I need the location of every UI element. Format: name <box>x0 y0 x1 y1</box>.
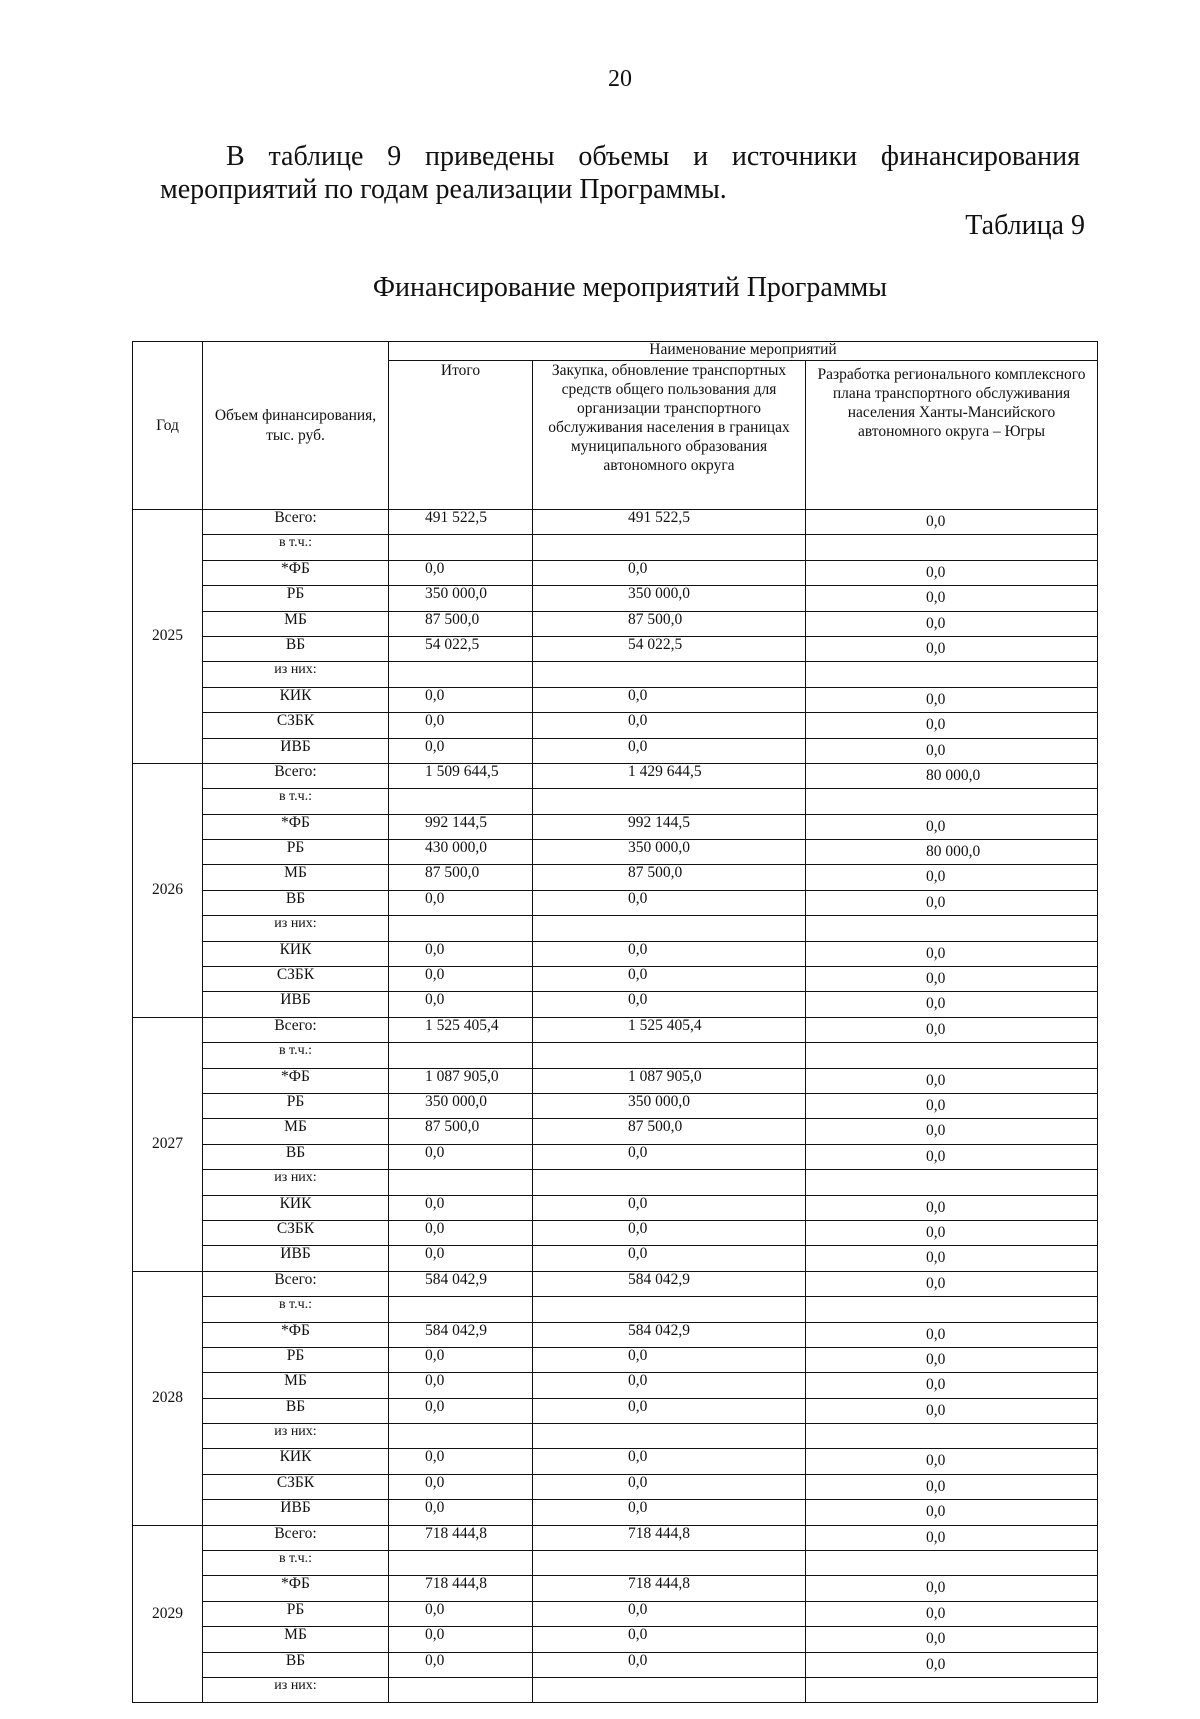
source-label-cell: ИВБ <box>203 1500 389 1525</box>
total-cell: 0,0 <box>389 1347 533 1372</box>
source-label-cell: *ФБ <box>203 814 389 839</box>
table-row <box>133 1398 1098 1423</box>
source-label-cell: СЗБК <box>203 1474 389 1499</box>
table-row <box>133 1144 1098 1169</box>
activity-1-cell: 0,0 <box>533 1220 806 1245</box>
table-row <box>133 1347 1098 1372</box>
activity-2-cell <box>806 1551 1098 1576</box>
total-cell: 1 509 644,5 <box>389 763 533 788</box>
source-label-cell: РБ <box>203 1347 389 1372</box>
activity-1-cell: 87 500,0 <box>533 1119 806 1144</box>
table-row <box>133 586 1098 611</box>
total-cell: 0,0 <box>389 967 533 992</box>
source-label-cell: в т.ч.: <box>203 789 389 814</box>
activity-1-cell: 54 022,5 <box>533 636 806 661</box>
activity-2-cell: 0,0 <box>806 738 1098 763</box>
activity-1-cell: 0,0 <box>533 1627 806 1652</box>
table-row <box>133 1500 1098 1525</box>
activity-2-cell: 0,0 <box>806 611 1098 636</box>
activity-2-cell <box>806 1170 1098 1195</box>
activity-2-cell: 0,0 <box>806 1576 1098 1601</box>
activity-2-cell <box>806 1043 1098 1068</box>
source-label-cell: Всего: <box>203 510 389 535</box>
activity-1-cell <box>533 916 806 941</box>
source-label-cell: РБ <box>203 1093 389 1118</box>
table-row <box>133 814 1098 839</box>
activity-1-cell <box>533 662 806 687</box>
source-label-cell: МБ <box>203 611 389 636</box>
source-label-cell: в т.ч.: <box>203 535 389 560</box>
table-row <box>133 1474 1098 1499</box>
activity-2-cell: 0,0 <box>806 1068 1098 1093</box>
total-cell: 718 444,8 <box>389 1525 533 1550</box>
total-cell: 0,0 <box>389 1144 533 1169</box>
activity-1-cell: 350 000,0 <box>533 840 806 865</box>
table-row <box>133 1068 1098 1093</box>
activity-2-cell <box>806 789 1098 814</box>
source-label-cell: ВБ <box>203 1398 389 1423</box>
activity-2-cell: 0,0 <box>806 1271 1098 1296</box>
activity-2-cell <box>806 1424 1098 1449</box>
table-row <box>133 510 1098 535</box>
activity-1-cell: 0,0 <box>533 992 806 1017</box>
activity-2-cell: 0,0 <box>806 1601 1098 1626</box>
activity-1-cell: 0,0 <box>533 687 806 712</box>
table-row <box>133 1043 1098 1068</box>
table-row <box>133 992 1098 1017</box>
header-total: Итого <box>389 361 533 510</box>
source-label-cell: КИК <box>203 941 389 966</box>
table-row <box>133 1297 1098 1322</box>
total-cell: 0,0 <box>389 992 533 1017</box>
activity-1-cell: 0,0 <box>533 941 806 966</box>
activity-2-cell: 0,0 <box>806 1322 1098 1347</box>
activity-2-cell <box>806 1677 1098 1702</box>
activity-1-cell: 0,0 <box>533 1144 806 1169</box>
source-label-cell: *ФБ <box>203 1576 389 1601</box>
table-row <box>133 916 1098 941</box>
source-label-cell: ИВБ <box>203 1246 389 1271</box>
table-row <box>133 840 1098 865</box>
table-row <box>133 890 1098 915</box>
activity-2-cell: 0,0 <box>806 713 1098 738</box>
total-cell: 1 087 905,0 <box>389 1068 533 1093</box>
source-label-cell: Всего: <box>203 1017 389 1042</box>
total-cell: 0,0 <box>389 1449 533 1474</box>
activity-2-cell: 0,0 <box>806 1195 1098 1220</box>
table-row <box>133 535 1098 560</box>
activity-1-cell: 0,0 <box>533 1652 806 1677</box>
header-activity-1: Закупка, обновление транспортных средств общего пользования для организации транспортного обслуживания населения в границах муниципального образования автономного округа <box>533 361 806 510</box>
source-label-cell: СЗБК <box>203 713 389 738</box>
table-row <box>133 941 1098 966</box>
total-cell: 0,0 <box>389 1195 533 1220</box>
total-cell: 87 500,0 <box>389 1119 533 1144</box>
year-cell: 2027 <box>133 1017 203 1271</box>
activity-2-cell <box>806 1297 1098 1322</box>
activity-1-cell: 0,0 <box>533 1449 806 1474</box>
source-label-cell: РБ <box>203 840 389 865</box>
intro-text: В таблице 9 приведены объемы и источники финансирования мероприятий по годам реализации Программы. <box>160 141 1080 205</box>
table-row <box>133 1220 1098 1245</box>
header-volume: Объем финансирования, тыс. руб. <box>203 342 389 510</box>
table-row <box>133 1576 1098 1601</box>
source-label-cell: МБ <box>203 1627 389 1652</box>
activity-2-cell: 0,0 <box>806 510 1098 535</box>
source-label-cell: в т.ч.: <box>203 1043 389 1068</box>
total-cell <box>389 789 533 814</box>
activity-2-cell: 0,0 <box>806 1119 1098 1144</box>
source-label-cell: МБ <box>203 1373 389 1398</box>
total-cell <box>389 535 533 560</box>
table-row <box>133 1195 1098 1220</box>
activity-1-cell: 0,0 <box>533 1246 806 1271</box>
year-cell: 2025 <box>133 510 203 764</box>
activity-1-cell: 350 000,0 <box>533 1093 806 1118</box>
total-cell: 1 525 405,4 <box>389 1017 533 1042</box>
activity-1-cell: 1 087 905,0 <box>533 1068 806 1093</box>
page-number: 20 <box>608 66 632 92</box>
source-label-cell: *ФБ <box>203 1068 389 1093</box>
activity-2-cell: 80 000,0 <box>806 763 1098 788</box>
activity-2-cell: 0,0 <box>806 1500 1098 1525</box>
table-row <box>133 1093 1098 1118</box>
source-label-cell: ИВБ <box>203 992 389 1017</box>
activity-1-cell: 0,0 <box>533 890 806 915</box>
activity-2-cell: 0,0 <box>806 941 1098 966</box>
year-cell: 2028 <box>133 1271 203 1525</box>
activity-2-cell: 0,0 <box>806 1220 1098 1245</box>
activity-2-cell: 0,0 <box>806 636 1098 661</box>
table-row <box>133 789 1098 814</box>
activity-2-cell <box>806 662 1098 687</box>
activity-1-cell <box>533 535 806 560</box>
total-cell: 0,0 <box>389 738 533 763</box>
total-cell: 0,0 <box>389 687 533 712</box>
activity-2-cell: 0,0 <box>806 992 1098 1017</box>
financing-table <box>132 341 1098 1703</box>
table-row <box>133 1424 1098 1449</box>
source-label-cell: ВБ <box>203 1144 389 1169</box>
activity-1-cell: 0,0 <box>533 967 806 992</box>
year-cell: 2029 <box>133 1525 203 1703</box>
header-activity-2: Разработка регионального комплексного плана транспортного обслуживания населения Ханты-Мансийского автономного округа – Югры <box>806 361 1098 510</box>
table-row <box>133 1525 1098 1550</box>
source-label-cell: ИВБ <box>203 738 389 763</box>
total-cell <box>389 1551 533 1576</box>
total-cell: 718 444,8 <box>389 1576 533 1601</box>
total-cell: 0,0 <box>389 1220 533 1245</box>
activity-1-cell: 0,0 <box>533 1195 806 1220</box>
activity-1-cell: 718 444,8 <box>533 1525 806 1550</box>
source-label-cell: Всего: <box>203 1525 389 1550</box>
source-label-cell: из них: <box>203 1170 389 1195</box>
activity-1-cell: 0,0 <box>533 713 806 738</box>
activity-2-cell: 0,0 <box>806 1525 1098 1550</box>
table-row <box>133 1322 1098 1347</box>
table-row <box>133 763 1098 788</box>
table-row <box>133 636 1098 661</box>
total-cell: 0,0 <box>389 1601 533 1626</box>
activity-1-cell: 1 429 644,5 <box>533 763 806 788</box>
activity-2-cell: 0,0 <box>806 890 1098 915</box>
activity-1-cell <box>533 1424 806 1449</box>
total-cell: 87 500,0 <box>389 865 533 890</box>
table-row <box>133 865 1098 890</box>
activity-2-cell: 0,0 <box>806 1246 1098 1271</box>
activity-2-cell: 0,0 <box>806 1474 1098 1499</box>
activity-2-cell: 0,0 <box>806 967 1098 992</box>
total-cell: 430 000,0 <box>389 840 533 865</box>
source-label-cell: *ФБ <box>203 560 389 585</box>
total-cell: 0,0 <box>389 1246 533 1271</box>
activity-1-cell: 0,0 <box>533 1474 806 1499</box>
activity-2-cell: 0,0 <box>806 1652 1098 1677</box>
year-cell: 2026 <box>133 763 203 1017</box>
table-title: Финансирование мероприятий Программы <box>372 272 888 303</box>
activity-2-cell <box>806 916 1098 941</box>
table-row <box>133 1119 1098 1144</box>
source-label-cell: ВБ <box>203 890 389 915</box>
source-label-cell: КИК <box>203 687 389 712</box>
table-row <box>133 1677 1098 1702</box>
table-row <box>133 611 1098 636</box>
activity-2-cell: 0,0 <box>806 1017 1098 1042</box>
source-label-cell: МБ <box>203 865 389 890</box>
table-row <box>133 560 1098 585</box>
activity-2-cell: 0,0 <box>806 687 1098 712</box>
table-row <box>133 662 1098 687</box>
table-row <box>133 1271 1098 1296</box>
table-row <box>133 1246 1098 1271</box>
total-cell: 584 042,9 <box>389 1271 533 1296</box>
activity-1-cell: 1 525 405,4 <box>533 1017 806 1042</box>
source-label-cell: РБ <box>203 586 389 611</box>
total-cell: 0,0 <box>389 890 533 915</box>
source-label-cell: в т.ч.: <box>203 1297 389 1322</box>
activity-2-cell: 0,0 <box>806 1398 1098 1423</box>
activity-1-cell: 0,0 <box>533 1373 806 1398</box>
source-label-cell: из них: <box>203 916 389 941</box>
total-cell <box>389 1297 533 1322</box>
activity-1-cell <box>533 1677 806 1702</box>
total-cell: 0,0 <box>389 1652 533 1677</box>
activity-2-cell: 0,0 <box>806 1373 1098 1398</box>
header-year: Год <box>133 342 203 510</box>
source-label-cell: РБ <box>203 1601 389 1626</box>
total-cell: 584 042,9 <box>389 1322 533 1347</box>
total-cell: 350 000,0 <box>389 1093 533 1118</box>
activity-2-cell: 0,0 <box>806 586 1098 611</box>
total-cell: 0,0 <box>389 560 533 585</box>
total-cell: 0,0 <box>389 1500 533 1525</box>
activity-1-cell: 0,0 <box>533 1398 806 1423</box>
total-cell: 992 144,5 <box>389 814 533 839</box>
activity-2-cell: 0,0 <box>806 814 1098 839</box>
source-label-cell: ВБ <box>203 1652 389 1677</box>
table-row <box>133 738 1098 763</box>
source-label-cell: из них: <box>203 1677 389 1702</box>
activity-1-cell <box>533 1297 806 1322</box>
activity-1-cell: 0,0 <box>533 1500 806 1525</box>
total-cell <box>389 662 533 687</box>
source-label-cell: Всего: <box>203 763 389 788</box>
total-cell: 0,0 <box>389 1474 533 1499</box>
activity-2-cell: 0,0 <box>806 1347 1098 1372</box>
activity-1-cell: 87 500,0 <box>533 865 806 890</box>
source-label-cell: МБ <box>203 1119 389 1144</box>
financing-table-body <box>133 342 1098 1703</box>
source-label-cell: из них: <box>203 1424 389 1449</box>
activity-1-cell: 0,0 <box>533 1601 806 1626</box>
table-row <box>133 1170 1098 1195</box>
activity-1-cell: 491 522,5 <box>533 510 806 535</box>
source-label-cell: СЗБК <box>203 967 389 992</box>
total-cell <box>389 1043 533 1068</box>
activity-1-cell: 718 444,8 <box>533 1576 806 1601</box>
table-row <box>133 1652 1098 1677</box>
total-cell <box>389 916 533 941</box>
source-label-cell: Всего: <box>203 1271 389 1296</box>
total-cell: 0,0 <box>389 941 533 966</box>
activity-2-cell: 0,0 <box>806 865 1098 890</box>
activity-1-cell <box>533 1043 806 1068</box>
total-cell <box>389 1170 533 1195</box>
activity-1-cell: 584 042,9 <box>533 1271 806 1296</box>
activity-1-cell <box>533 789 806 814</box>
total-cell: 0,0 <box>389 713 533 738</box>
table-row <box>133 1551 1098 1576</box>
activity-1-cell: 87 500,0 <box>533 611 806 636</box>
table-row <box>133 1373 1098 1398</box>
table-row <box>133 967 1098 992</box>
activity-2-cell: 80 000,0 <box>806 840 1098 865</box>
source-label-cell: *ФБ <box>203 1322 389 1347</box>
activity-2-cell: 0,0 <box>806 1449 1098 1474</box>
activity-1-cell: 350 000,0 <box>533 586 806 611</box>
total-cell: 0,0 <box>389 1398 533 1423</box>
source-label-cell: ВБ <box>203 636 389 661</box>
activity-1-cell: 0,0 <box>533 1347 806 1372</box>
table-row <box>133 1627 1098 1652</box>
total-cell <box>389 1677 533 1702</box>
table-row <box>133 687 1098 712</box>
activity-2-cell: 0,0 <box>806 1144 1098 1169</box>
total-cell: 491 522,5 <box>389 510 533 535</box>
activity-2-cell: 0,0 <box>806 1627 1098 1652</box>
total-cell: 0,0 <box>389 1627 533 1652</box>
activity-2-cell <box>806 535 1098 560</box>
table-row <box>133 1017 1098 1042</box>
table-reference: Таблица 9 <box>965 210 1085 241</box>
total-cell: 350 000,0 <box>389 586 533 611</box>
activity-1-cell: 0,0 <box>533 560 806 585</box>
header-row-group <box>133 342 1098 361</box>
activity-1-cell: 584 042,9 <box>533 1322 806 1347</box>
activity-1-cell: 0,0 <box>533 738 806 763</box>
total-cell: 87 500,0 <box>389 611 533 636</box>
source-label-cell: КИК <box>203 1195 389 1220</box>
activity-2-cell: 0,0 <box>806 560 1098 585</box>
total-cell: 54 022,5 <box>389 636 533 661</box>
source-label-cell: в т.ч.: <box>203 1551 389 1576</box>
table-row <box>133 1449 1098 1474</box>
header-activities-group: Наименование мероприятий <box>389 342 1098 361</box>
source-label-cell: из них: <box>203 662 389 687</box>
activity-1-cell: 992 144,5 <box>533 814 806 839</box>
intro-paragraph <box>160 140 1080 206</box>
total-cell: 0,0 <box>389 1373 533 1398</box>
table-row <box>133 1601 1098 1626</box>
source-label-cell: СЗБК <box>203 1220 389 1245</box>
total-cell <box>389 1424 533 1449</box>
activity-1-cell <box>533 1551 806 1576</box>
activity-2-cell: 0,0 <box>806 1093 1098 1118</box>
table-row <box>133 713 1098 738</box>
source-label-cell: КИК <box>203 1449 389 1474</box>
activity-1-cell <box>533 1170 806 1195</box>
